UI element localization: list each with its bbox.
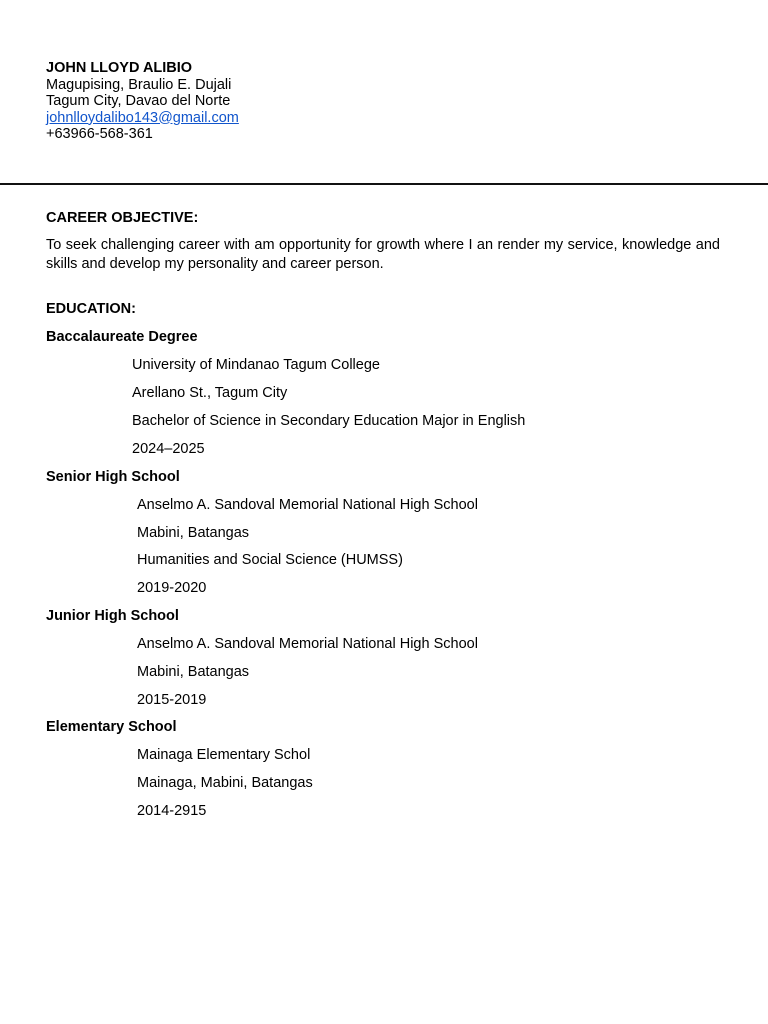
junior-high-school: Anselmo A. Sandoval Memorial National High School — [137, 636, 478, 652]
applicant-name: JOHN LLOYD ALIBIO — [46, 60, 193, 76]
elementary-location: Mainaga, Mabini, Batangas — [137, 775, 313, 791]
senior-high-school: Anselmo A. Sandoval Memorial National High School — [137, 497, 478, 513]
phone-number: +63966-568-361 — [46, 126, 153, 142]
baccalaureate-school: University of Mindanao Tagum College — [132, 357, 380, 373]
baccalaureate-location: Arellano St., Tagum City — [132, 385, 288, 401]
junior-high-location: Mabini, Batangas — [137, 664, 250, 680]
education-level-junior-high: Junior High School — [46, 608, 179, 624]
education-level-senior-high: Senior High School — [46, 469, 180, 485]
education-level-baccalaureate: Baccalaureate Degree — [46, 329, 198, 345]
senior-high-years: 2019-2020 — [137, 580, 207, 596]
elementary-school: Mainaga Elementary Schol — [137, 747, 311, 763]
address-line-1: Magupising, Braulio E. Dujali — [46, 76, 232, 93]
senior-high-location: Mabini, Batangas — [137, 525, 250, 541]
address-line-2: Tagum City, Davao del Norte — [46, 93, 231, 109]
senior-high-program: Humanities and Social Science (HUMSS) — [137, 552, 403, 568]
baccalaureate-years: 2024–2025 — [132, 441, 205, 457]
elementary-years: 2014-2915 — [137, 803, 207, 819]
career-objective-text: To seek challenging career with am opportunity for growth where I an render my service, knowledge and skills and develop my personality and career person. — [46, 237, 720, 272]
baccalaureate-program: Bachelor of Science in Secondary Education Major in English — [132, 413, 526, 429]
education-level-elementary: Elementary School — [46, 719, 177, 735]
junior-high-years: 2015-2019 — [137, 692, 207, 708]
header-divider — [0, 183, 768, 185]
contact-block — [46, 60, 239, 143]
education-heading: EDUCATION: — [46, 301, 136, 317]
email-link[interactable]: johnlloydalibo143@gmail.com — [46, 109, 239, 126]
career-objective-heading: CAREER OBJECTIVE: — [46, 210, 199, 226]
